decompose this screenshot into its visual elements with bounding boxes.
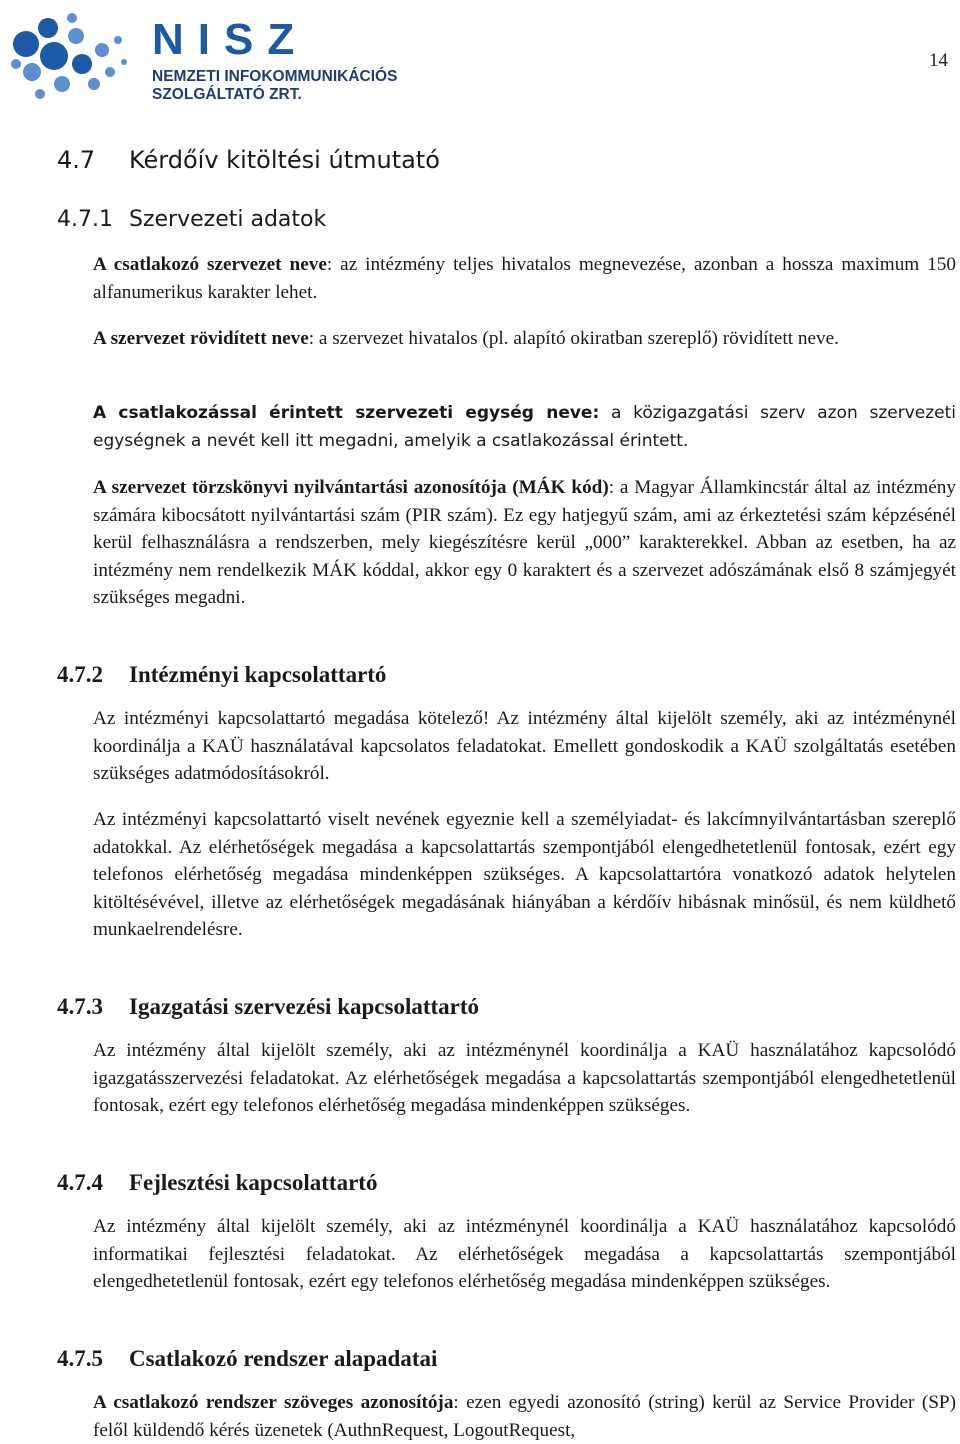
paragraph-org-unit [93, 400, 956, 455]
logo-dot [13, 31, 39, 57]
subsection-title: Intézményi kapcsolattartó [129, 662, 387, 687]
term-description: : az intézmény teljes hivatalos megnevezése, azonban a hossza maximum 150 alfanumerikus karakter lehet. [93, 254, 956, 303]
subsection-title: Csatlakozó rendszer alapadatai [129, 1346, 438, 1371]
logo-dot [88, 78, 100, 90]
subsection-number: 4.7.2 [57, 662, 103, 687]
subsection-heading-4-7-1 [57, 207, 326, 232]
logo-dot [114, 36, 122, 44]
subsection-number: 4.7.1 [57, 207, 113, 232]
paragraph-mak-code [93, 474, 956, 612]
subsection-heading-4-7-3 [57, 994, 479, 1020]
logo-dot [23, 63, 41, 81]
term-description: a közigazgatási szerv azon szervezeti egységnek a nevét kell itt megadni, amelyik a csatlakozással érintett. [93, 403, 956, 451]
term-label: A szervezet törzskönyvi nyilvántartási azonosítója (MÁK kód) [93, 477, 609, 498]
term-label: A csatlakozással érintett szervezeti egység neve: [93, 403, 600, 423]
term-description: : a Magyar Államkincstár által az intézmény számára kibocsátott nyilvántartási szám (PIR szám). Ez egy hatjegyű szám, ami az érkeztetési szám képzésénél kerül felhasználásra a rendszerben, mely kiegészítésre kerül „000” karakterekkel. Abban az esetben, ha az intézmény nem rendelkezik MÁK kóddal, akkor egy 0 karaktert és a szervezet adószámának első 8 számjegyét szükséges megadni. [93, 477, 956, 608]
logo-dot [68, 28, 84, 44]
term-description: : a szervezet hivatalos (pl. alapító okiratban szereplő) rövidített neve. [308, 328, 839, 349]
paragraph-dev-contact: Az intézmény által kijelölt személy, aki az intézménynél koordinálja a KAÜ használatához kapcsolódó informatikai fejlesztési feladatokat. Az elérhetőségek megadása a kapcsolattartás szempontjából elengedhetetlenül fontosak, ezért egy telefonos elérhetőség megadása mindenképpen szükséges. [93, 1216, 956, 1292]
subsection-heading-4-7-4 [57, 1170, 377, 1196]
paragraph-org-name [93, 251, 956, 306]
logo-dot [72, 54, 92, 74]
logo-dot [35, 89, 45, 99]
logo-subtitle [152, 68, 397, 104]
term-label: A csatlakozó szervezet neve [93, 254, 327, 275]
paragraph-short-name [93, 325, 956, 353]
subsection-title: Fejlesztési kapcsolattartó [129, 1170, 378, 1195]
nisz-logo [6, 6, 436, 112]
subsection-number: 4.7.4 [57, 1170, 103, 1195]
paragraph-system-id [93, 1389, 956, 1444]
logo-dot [95, 43, 109, 57]
subsection-title: Szervezeti adatok [129, 207, 327, 232]
logo-subtitle-line2: SZOLGÁLTATÓ ZRT. [152, 86, 302, 103]
logo-dot [105, 67, 115, 77]
logo-subtitle-line1: NEMZETI INFOKOMMUNIKÁCIÓS [152, 68, 398, 85]
term-label: A szervezet rövidített neve [93, 328, 309, 349]
logo-dot [121, 59, 127, 65]
logo-dot [38, 18, 58, 38]
subsection-number: 4.7.5 [57, 1346, 103, 1371]
logo-title: NISZ [152, 15, 309, 64]
term-label: A csatlakozó rendszer szöveges azonosítója [93, 1392, 454, 1413]
paragraph-admin-contact: Az intézmény által kijelölt személy, aki az intézménynél koordinálja a KAÜ használatához kapcsolódó igazgatásszervezési feladatokat. Az elérhetőségek megadása a kapcsolattartás szempontjából elengedhetetlenül fontosak, ezért egy telefonos elérhetőség megadása mindenképpen szükséges. [93, 1040, 956, 1116]
subsection-title: Igazgatási szervezési kapcsolattartó [129, 994, 480, 1019]
logo-dot [11, 59, 21, 69]
section-number: 4.7 [57, 146, 96, 174]
subsection-number: 4.7.3 [57, 994, 103, 1019]
subsection-heading-4-7-2 [57, 662, 386, 688]
section-title: Kérdőív kitöltési útmutató [129, 146, 440, 174]
section-heading [57, 146, 440, 174]
paragraph-contact-2: Az intézményi kapcsolattartó viselt nevének egyeznie kell a személyiadat- és lakcímnyilvántartásban szereplő adatokkal. Az elérhetőségek megadása a kapcsolattartás szempontjából elengedhetetlenül fontosak, ezért egy telefonos elérhetőség megadása mindenképpen szükséges. A kapcsolattartóra vonatkozó adatok helytelen kitöltésévével, illetve az elérhetőségek megadásának hiányában a kérdőív hibásnak minősül, és nem küldhető munkaelrendelésre. [93, 809, 956, 940]
paragraph-contact-1: Az intézményi kapcsolattartó megadása kötelező! Az intézmény által kijelölt személy, aki az intézménynél koordinálja a KAÜ használatával kapcsolatos feladatokat. Emellett gondoskodik a KAÜ szolgáltatás esetében szükséges adatmódosításokról. [93, 708, 956, 784]
term-description: : ezen egyedi azonosító (string) kerül az Service Provider (SP) felől küldendő kérés üzenetek (AuthnRequest, LogoutRequest, [93, 1392, 956, 1441]
logo-dot [67, 13, 77, 23]
logo-dot [54, 76, 70, 92]
page-number: 14 [929, 50, 948, 71]
subsection-heading-4-7-5 [57, 1346, 437, 1372]
nisz-logo-mark [6, 6, 146, 112]
logo-dot [40, 42, 68, 70]
